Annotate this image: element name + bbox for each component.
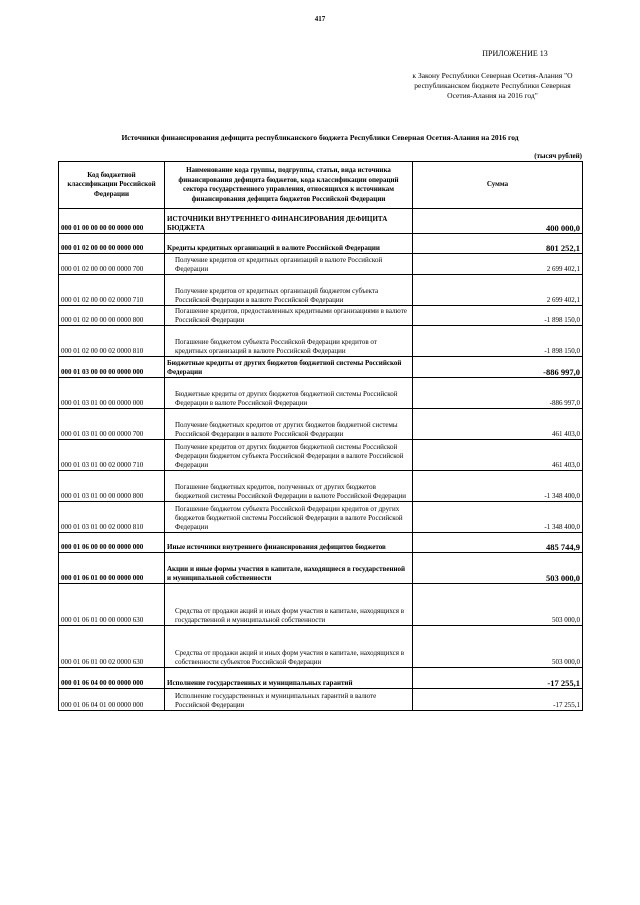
cell-name: Средства от продажи акций и иных форм участия в капитале, находящихся в государственной и муниципальной собственности	[165, 584, 413, 626]
table-row	[59, 471, 583, 502]
cell-name: Получение кредитов от кредитных организаций бюджетом субъекта Российской Федерации в валюте Российской Федерации	[165, 275, 413, 306]
cell-amount: 2 699 402,1	[413, 254, 583, 275]
cell-name: Погашение бюджетом субъекта Российской Федерации кредитов от кредитных организаций в валюте Российской Федерации	[165, 326, 413, 357]
table-row	[59, 689, 583, 711]
table-row	[59, 326, 583, 357]
cell-code: 000 01 02 00 00 00 0000 000	[59, 234, 165, 254]
cell-amount: 2 699 402,1	[413, 275, 583, 306]
header-amount: Сумма	[413, 162, 583, 209]
cell-name: Бюджетные кредиты от других бюджетов бюджетной системы Российской Федерации	[165, 357, 413, 378]
table-row	[59, 626, 583, 668]
cell-code: 000 01 06 01 00 02 0000 630	[59, 626, 165, 668]
table-row	[59, 409, 583, 440]
cell-name: Погашение кредитов, предоставленных кредитными организациями в валюте Российской Федерации	[165, 306, 413, 326]
table-row	[59, 306, 583, 326]
table-row	[59, 440, 583, 471]
cell-amount: -17 255,1	[413, 689, 583, 711]
cell-code: 000 01 06 01 00 00 0000 000	[59, 553, 165, 584]
cell-name: Кредиты кредитных организаций в валюте Российской Федерации	[165, 234, 413, 254]
cell-name: ИСТОЧНИКИ ВНУТРЕННЕГО ФИНАНСИРОВАНИЯ ДЕФИЦИТА БЮДЖЕТА	[165, 209, 413, 234]
table-row	[59, 209, 583, 234]
table-row	[59, 502, 583, 533]
cell-amount: 503 000,0	[413, 553, 583, 584]
table-row	[59, 668, 583, 689]
cell-amount: 485 744,9	[413, 533, 583, 553]
cell-name: Погашение бюджетных кредитов, полученных от других бюджетов бюджетной системы Российской Федерации в валюте Российской Федерации	[165, 471, 413, 502]
page-number: 417	[314, 15, 326, 23]
cell-code: 000 01 03 00 00 00 0000 000	[59, 357, 165, 378]
cell-amount: 503 000,0	[413, 584, 583, 626]
cell-name: Получение кредитов от других бюджетов бюджетной системы Российской Федерации бюджетом субъекта Российской Федерации в валюте Российской Федерации	[165, 440, 413, 471]
table-row	[59, 357, 583, 378]
cell-name: Исполнение государственных и муниципальных гарантий в валюте Российской Федерации	[165, 689, 413, 711]
cell-code: 000 01 03 01 00 00 0000 700	[59, 409, 165, 440]
cell-code: 000 01 06 01 00 00 0000 630	[59, 584, 165, 626]
table-row	[59, 234, 583, 254]
financing-sources-table	[58, 161, 583, 711]
table-row	[59, 584, 583, 626]
table-header-row	[59, 162, 583, 209]
cell-amount: 461 403,0	[413, 440, 583, 471]
cell-amount: -1 348 400,0	[413, 471, 583, 502]
cell-code: 000 01 02 00 00 02 0000 710	[59, 275, 165, 306]
cell-amount: 400 000,0	[413, 209, 583, 234]
table-row	[59, 553, 583, 584]
cell-name: Иные источники внутреннего финансирования дефицитов бюджетов	[165, 533, 413, 553]
cell-amount: -1 898 150,0	[413, 306, 583, 326]
units-label: (тысяч рублей)	[534, 152, 582, 160]
cell-name: Акции и иные формы участия в капитале, находящиеся в государственной и муниципальной собственности	[165, 553, 413, 584]
cell-code: 000 01 03 01 00 00 0000 000	[59, 378, 165, 409]
cell-amount: -1 348 400,0	[413, 502, 583, 533]
cell-amount: 461 403,0	[413, 409, 583, 440]
cell-code: 000 01 00 00 00 00 0000 000	[59, 209, 165, 234]
cell-name: Получение кредитов от кредитных организаций в валюте Российской Федерации	[165, 254, 413, 275]
cell-code: 000 01 02 00 00 02 0000 810	[59, 326, 165, 357]
table-row	[59, 533, 583, 553]
cell-code: 000 01 02 00 00 00 0000 700	[59, 254, 165, 275]
table-row	[59, 275, 583, 306]
cell-code: 000 01 06 00 00 00 0000 000	[59, 533, 165, 553]
cell-code: 000 01 02 00 00 00 0000 800	[59, 306, 165, 326]
cell-name: Средства от продажи акций и иных форм участия в капитале, находящихся в собственности субъектов Российской Федерации	[165, 626, 413, 668]
cell-name: Погашение бюджетом субъекта Российской Федерации кредитов от других бюджетов бюджетной системы Российской Федерации в валюте Российской Федерации	[165, 502, 413, 533]
table-row	[59, 378, 583, 409]
cell-name: Исполнение государственных и муниципальных гарантий	[165, 668, 413, 689]
header-name: Наименование кода группы, подгруппы, статьи, вида источника финансирования дефицита бюджетов, кода классификации операций сектора государственного управления, относящихся к источникам финансирования дефицита бюджетов Российской Федерации	[165, 162, 413, 209]
law-reference: к Закону Республики Северная Осетия-Алания "О республиканском бюджете Республики Северная Осетия-Алания на 2016 год"	[412, 71, 573, 100]
cell-amount: 801 252,1	[413, 234, 583, 254]
document-title: Источники финансирования дефицита республиканского бюджета Республики Северная Осетия-Алания на 2016 год	[121, 133, 519, 142]
cell-name: Бюджетные кредиты от других бюджетов бюджетной системы Российской Федерации в валюте Российской Федерации	[165, 378, 413, 409]
cell-amount: -17 255,1	[413, 668, 583, 689]
header-code: Код бюджетной классификации Российской Федерации	[59, 162, 165, 209]
appendix-label: ПРИЛОЖЕНИЕ 13	[482, 49, 548, 58]
cell-code: 000 01 06 04 00 00 0000 000	[59, 668, 165, 689]
table-row	[59, 254, 583, 275]
cell-amount: -886 997,0	[413, 357, 583, 378]
cell-amount: -886 997,0	[413, 378, 583, 409]
cell-code: 000 01 03 01 00 02 0000 710	[59, 440, 165, 471]
cell-amount: 503 000,0	[413, 626, 583, 668]
cell-name: Получение бюджетных кредитов от других бюджетов бюджетной системы Российской Федерации в валюте Российской Федерации	[165, 409, 413, 440]
cell-amount: -1 898 150,0	[413, 326, 583, 357]
cell-code: 000 01 03 01 00 02 0000 810	[59, 502, 165, 533]
cell-code: 000 01 03 01 00 00 0000 800	[59, 471, 165, 502]
cell-code: 000 01 06 04 01 00 0000 000	[59, 689, 165, 711]
